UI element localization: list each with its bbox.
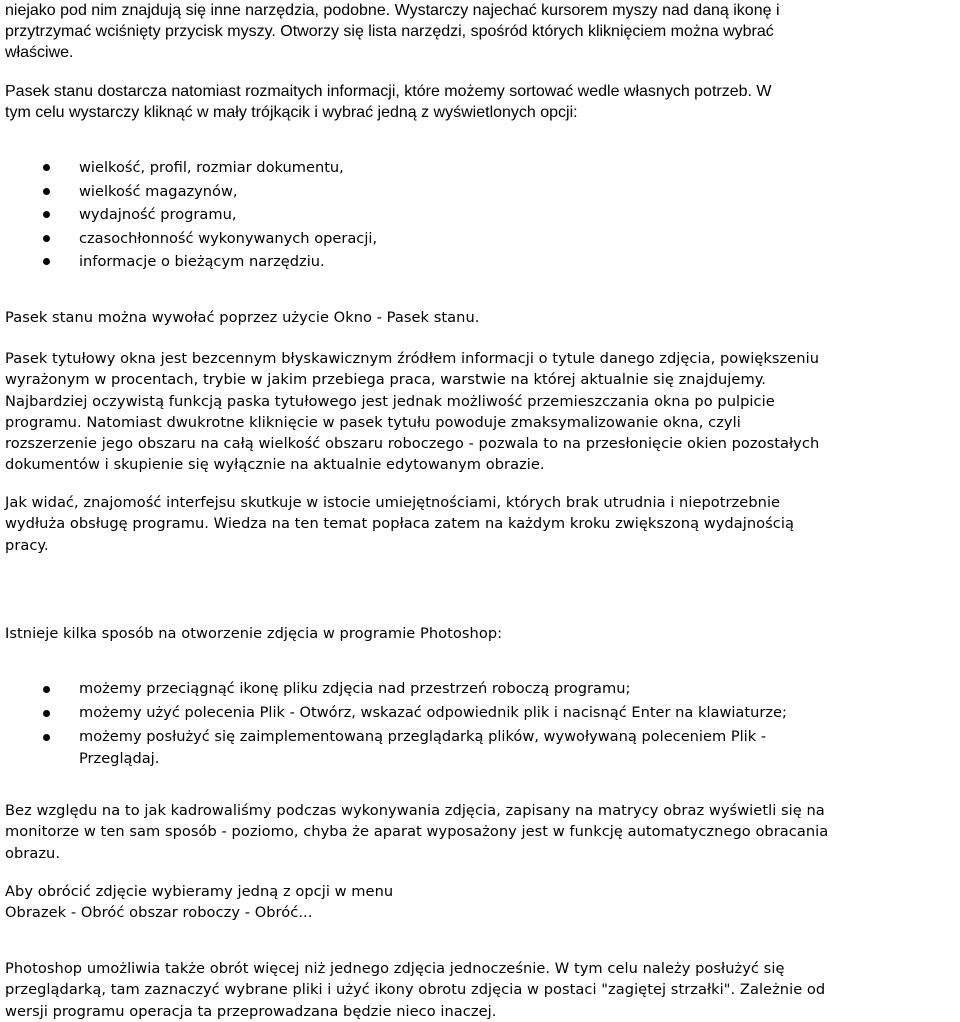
open-methods-list [5, 678, 955, 769]
status-options-list [5, 156, 955, 274]
rotation-paragraph [5, 800, 960, 864]
text-line: Pasek stanu można wywołać poprzez użycie Okno - Pasek stanu. [5, 309, 480, 326]
text-line: Pasek tytułowy okna jest bezcennym błyskawicznym źródłem informacji o tytule danego zdjęcia, powiększeniu [5, 350, 819, 367]
list-item: czasochłonność wykonywanych operacji, [5, 227, 955, 251]
list-item: możemy przeciągnąć ikonę pliku zdjęcia nad przestrzeń roboczą programu; [5, 678, 955, 701]
text-line: programu. Natomiast dwukrotne kliknięcie w pasek tytułu powoduje zmaksymalizowanie okna, czyli [5, 413, 741, 431]
text-line: monitorze w ten sam sposób - poziomo, chyba że aparat wyposażony jest w funkcję automatycznego obracania [5, 823, 829, 841]
text-line: rozszerzenie jego obszaru na całą wielkość obszaru roboczego - pozwala to na przesłonięcie okien pozostałych [5, 435, 820, 453]
text-line: Istnieje kilka sposób na otworzenie zdjęcia w programie Photoshop: [5, 625, 503, 642]
list-item: możemy użyć polecenia Plik - Otwórz, wskazać odpowiednik plik i nacisnąć Enter na klawiaturze; [5, 702, 955, 725]
bullet-icon [43, 686, 50, 693]
interface-paragraph [5, 492, 960, 556]
bullet-icon [43, 211, 50, 218]
list-item: wielkość, profil, rozmiar dokumentu, [5, 156, 955, 180]
list-item: informacje o bieżącym narzędziu. [5, 250, 955, 274]
status-bar-paragraph [5, 81, 960, 123]
text-line: Jak widać, znajomość interfejsu skutkuje w istocie umiejętnościami, których brak utrudnia i niepotrzebnie [5, 494, 781, 511]
intro-paragraph [5, 0, 955, 63]
text-line: Photoshop umożliwia także obrót więcej niż jednego zdjęcia jednocześnie. W tym celu należy posłużyć się [5, 960, 785, 977]
text-line: Aby obrócić zdjęcie wybieramy jedną z opcji w menu [5, 883, 394, 900]
text-line: tym celu wystarczy kliknąć w mały trójkącik i wybrać jedną z wyświetlonych opcji: [5, 104, 578, 121]
text-line: dokumentów i skupienie się wyłącznie na aktualnie edytowanym obrazie. [5, 456, 545, 474]
text-line: Pasek stanu dostarcza natomiast rozmaitych informacji, które możemy sortować wedle własnych potrzeb. W [5, 83, 772, 100]
open-methods-intro [5, 623, 955, 644]
list-item: wydajność programu, [5, 203, 955, 227]
text-line: przeglądarką, tam zaznaczyć wybrane pliki i użyć ikony obrotu zdjęcia w postaci "zagiętej strzałki". Zależnie od [5, 981, 826, 999]
list-item: wielkość magazynów, [5, 180, 955, 204]
text-line: pracy. [5, 536, 49, 554]
text-line: wydłuża obsługę programu. Wiedza na ten temat popłaca zatem na każdym kroku zwiększoną wydajnością [5, 515, 794, 533]
bullet-icon [43, 258, 50, 265]
text-line: przytrzymać wciśnięty przycisk myszy. Otworzy się lista narzędzi, spośród których kliknięciem można wybrać [5, 23, 774, 40]
title-bar-paragraph [5, 348, 960, 476]
bullet-icon [43, 710, 50, 717]
text-line: wersji programu operacja ta przeprowadzana będzie nieco inaczej. [5, 1002, 497, 1020]
batch-rotate-paragraph [5, 958, 960, 1022]
text-line: niejako pod nim znajdują się inne narzędzia, podobne. Wystarczy najechać kursorem myszy nad daną ikonę i [5, 2, 780, 19]
list-item: możemy posłużyć się zaimplementowaną przeglądarką plików, wywoływaną poleceniem Plik - Przeglądaj. [5, 726, 955, 769]
rotate-menu-paragraph [5, 881, 955, 924]
text-line: Bez względu na to jak kadrowaliśmy podczas wykonywania zdjęcia, zapisany na matrycy obraz wyświetli się na [5, 802, 825, 819]
text-line: obrazu. [5, 844, 61, 862]
text-line: Obrazek - Obróć obszar roboczy - Obróć... [5, 904, 313, 922]
bullet-icon [43, 734, 50, 741]
text-line: właściwe. [5, 44, 74, 61]
bullet-icon [43, 164, 50, 171]
text-line: Najbardziej oczywistą funkcją paska tytułowego jest jednak możliwość przemieszczania okna po pulpicie [5, 392, 775, 410]
text-line: wyrażonym w procentach, trybie w jakim przebiega praca, warstwie na której aktualnie się znajdujemy. [5, 371, 767, 389]
bullet-icon [43, 235, 50, 242]
status-call-paragraph [5, 307, 955, 328]
bullet-icon [43, 188, 50, 195]
